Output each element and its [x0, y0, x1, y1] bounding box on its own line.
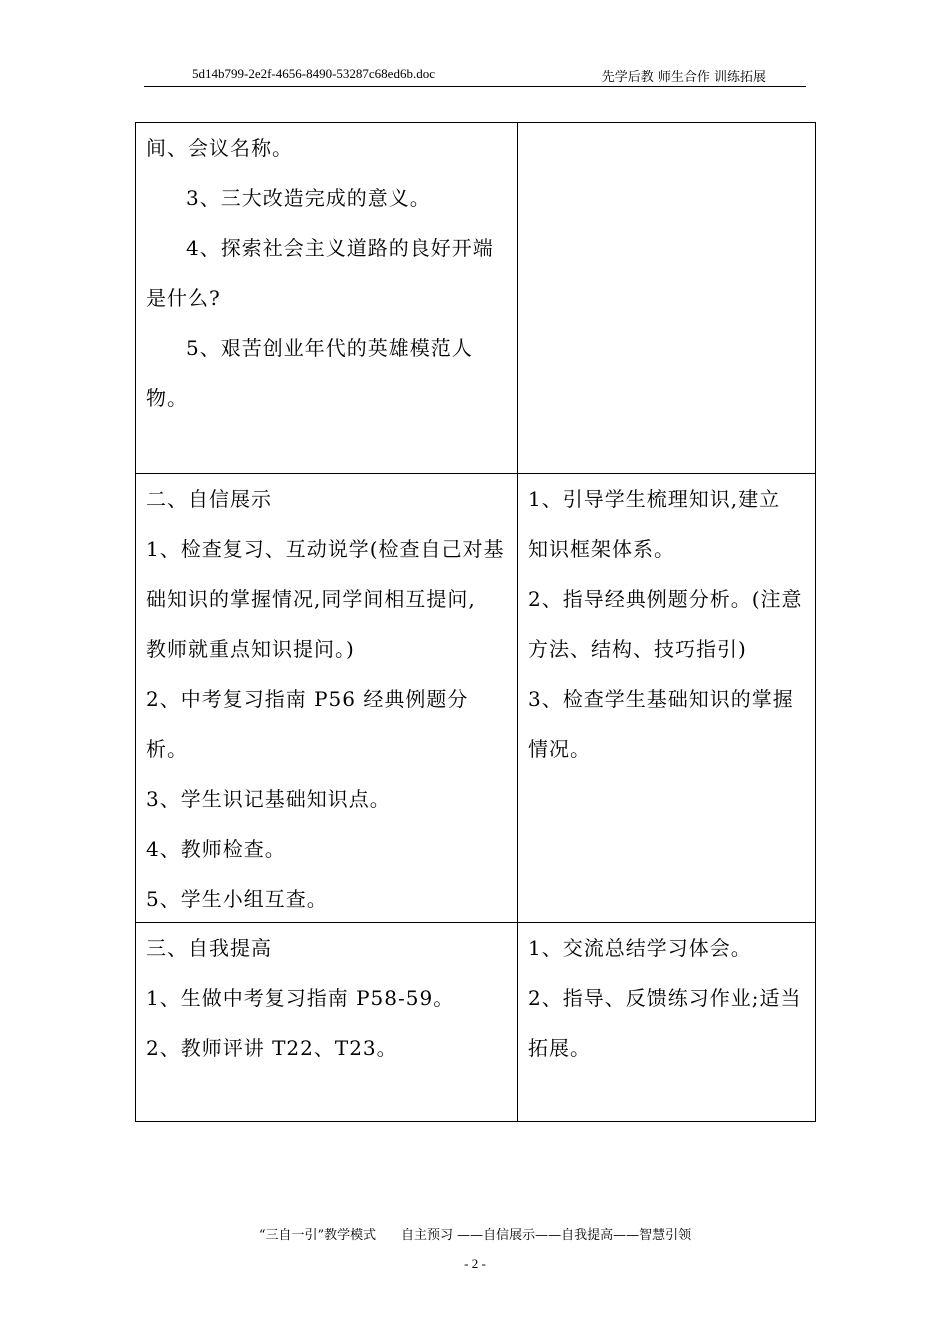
paragraph: 二、自信展示	[146, 487, 272, 511]
table-row	[136, 922, 815, 1121]
header-slogan: 先学后教 师生合作 训练拓展	[601, 70, 766, 85]
table-row	[136, 123, 815, 473]
paragraph: 5、艰苦创业年代的英雄模范人	[186, 336, 473, 360]
paragraph: 4、探索社会主义道路的良好开端	[186, 236, 494, 260]
paragraph: 2、指导、反馈练习作业;适当	[528, 986, 802, 1010]
header-filename: 5d14b799-2e2f-4656-8490-53287c68ed6b.doc	[192, 66, 435, 81]
paragraph: 5、学生小组互查。	[146, 887, 328, 911]
paragraph: 间、会议名称。	[146, 136, 293, 160]
footer-teaching-mode: “三自一引”教学模式 自主预习 ——自信展示——自我提高——智慧引领	[258, 1228, 692, 1243]
student-activity-cell	[136, 123, 518, 473]
paragraph: 4、教师检查。	[146, 837, 286, 861]
teacher-guidance-cell	[518, 474, 815, 922]
paragraph: 3、学生识记基础知识点。	[146, 787, 391, 811]
teacher-guidance-cell	[518, 923, 815, 1121]
paragraph: 2、指导经典例题分析。(注意	[528, 587, 803, 611]
paragraph: 三、自我提高	[146, 936, 272, 960]
paragraph: 2、教师评讲 T22、T23。	[146, 1036, 398, 1060]
paragraph: 方法、结构、技巧指引)	[528, 637, 747, 661]
paragraph: 物。	[146, 386, 188, 410]
teacher-guidance-cell	[518, 123, 815, 473]
paragraph: 1、引导学生梳理知识,建立	[528, 487, 781, 511]
paragraph: 知识框架体系。	[528, 537, 675, 561]
page-number: - 2 -	[464, 1256, 486, 1271]
paragraph: 2、中考复习指南 P56 经典例题分析。	[146, 687, 469, 761]
paragraph: 是什么?	[146, 286, 221, 310]
paragraph: 教师就重点知识提问。)	[146, 637, 355, 661]
paragraph: 1、检查复习、互动说学(检查自己对基	[146, 537, 505, 561]
page-header	[144, 62, 806, 87]
student-activity-cell	[136, 923, 518, 1121]
paragraph: 拓展。	[528, 1036, 591, 1060]
student-activity-cell	[136, 474, 518, 922]
paragraph: 1、生做中考复习指南 P58-59。	[146, 986, 455, 1010]
paragraph: 情况。	[528, 737, 591, 761]
table-row	[136, 473, 815, 922]
lesson-table	[135, 122, 816, 1122]
paragraph: 础知识的掌握情况,同学间相互提问,	[146, 587, 476, 611]
paragraph: 3、检查学生基础知识的掌握	[528, 687, 794, 711]
paragraph: 1、交流总结学习体会。	[528, 936, 752, 960]
paragraph: 3、三大改造完成的意义。	[186, 186, 431, 210]
